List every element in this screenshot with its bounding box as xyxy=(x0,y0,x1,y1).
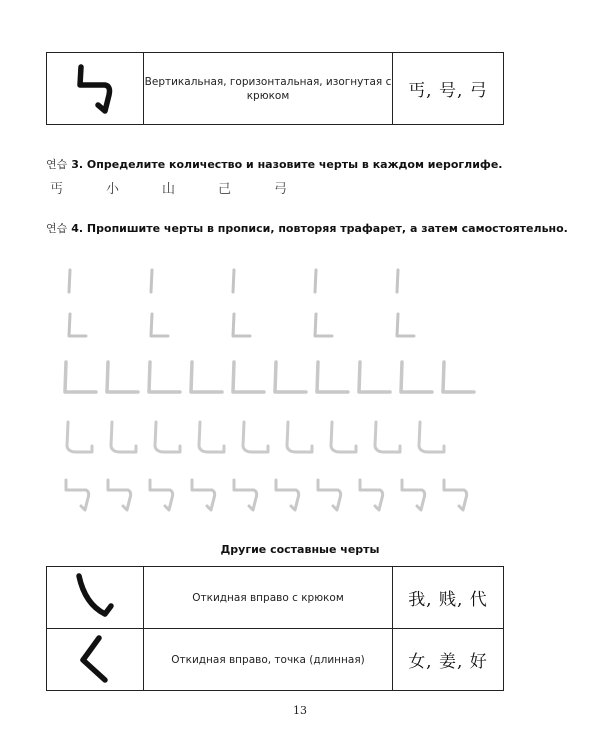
stroke-description: Откидная вправо с крюком xyxy=(144,567,393,629)
character-item: 弓 xyxy=(274,182,288,197)
stroke-practice-grid xyxy=(56,262,476,522)
stroke-glyph-cell xyxy=(47,53,144,125)
practice-row-4 xyxy=(67,422,444,452)
practice-row-3 xyxy=(65,362,474,392)
stroke-description: Вертикальная, горизонтальная, изогнутая с крюком xyxy=(144,53,393,125)
stroke-glyph-cell xyxy=(47,629,144,691)
exercise-label: 연습 xyxy=(46,222,68,235)
right-slant-hook-stroke-icon xyxy=(65,570,125,626)
exercise-3-title xyxy=(46,156,560,172)
practice-row-2 xyxy=(69,314,414,336)
vertical-horizontal-bent-hook-stroke-icon xyxy=(65,59,125,119)
practice-row-5 xyxy=(66,480,467,510)
example-characters: 我, 贱, 代 xyxy=(393,567,504,629)
exercise-3-characters xyxy=(50,178,330,197)
table-row xyxy=(47,53,504,125)
character-item: 山 xyxy=(162,182,176,197)
character-item: 丐 xyxy=(50,182,64,197)
example-characters: 丐, 号, 弓 xyxy=(393,53,504,125)
exercise-label: 연습 xyxy=(46,158,68,171)
exercise-4-text: 4. Пропишите черты в прописи, повторяя трафарет, а затем самостоятельно. xyxy=(71,222,568,235)
stroke-glyph-cell xyxy=(47,567,144,629)
practice-row-1 xyxy=(69,270,398,292)
page-number: 13 xyxy=(293,704,307,717)
exercise-4-title xyxy=(46,220,568,236)
stroke-table-top xyxy=(46,52,504,125)
section-heading: Другие составные черты xyxy=(220,543,380,556)
table-row xyxy=(47,567,504,629)
example-characters: 女, 姜, 好 xyxy=(393,629,504,691)
stroke-description: Откидная вправо, точка (длинная) xyxy=(144,629,393,691)
stroke-table-bottom xyxy=(46,566,504,691)
exercise-3-text: 3. Определите количество и назовите черты в каждом иероглифе. xyxy=(71,158,503,171)
character-item: 己 xyxy=(218,182,232,197)
table-row xyxy=(47,629,504,691)
right-slant-dot-long-stroke-icon xyxy=(65,632,125,688)
character-item: 小 xyxy=(106,182,120,197)
